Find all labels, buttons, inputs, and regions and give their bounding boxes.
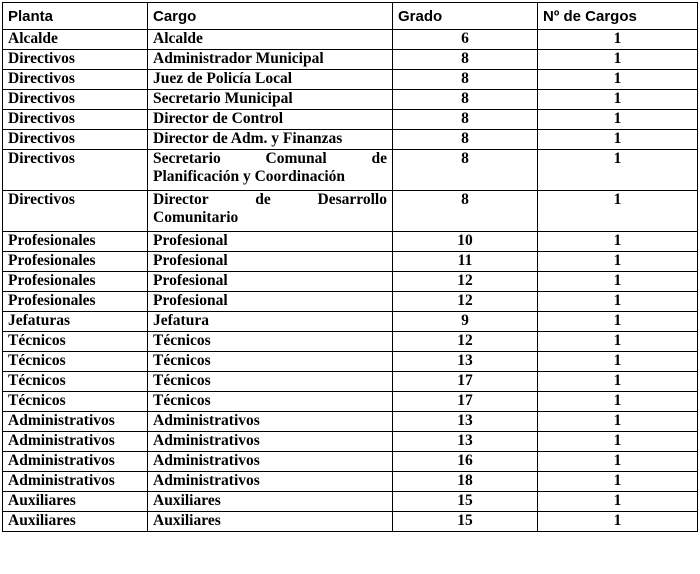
cell-n-cargos: 1 bbox=[538, 372, 698, 392]
cell-planta: Auxiliares bbox=[3, 492, 148, 512]
cell-n-cargos: 1 bbox=[538, 252, 698, 272]
cell-cargo: Alcalde bbox=[148, 30, 393, 50]
table-row bbox=[3, 232, 698, 252]
table-row bbox=[3, 110, 698, 130]
cell-planta: Técnicos bbox=[3, 332, 148, 352]
cell-cargo: Administrador Municipal bbox=[148, 50, 393, 70]
cell-cargo: Auxiliares bbox=[148, 512, 393, 532]
cell-grado: 11 bbox=[393, 252, 538, 272]
cell-n-cargos: 1 bbox=[538, 70, 698, 90]
cell-planta: Directivos bbox=[3, 150, 148, 191]
cell-cargo: Técnicos bbox=[148, 352, 393, 372]
cell-n-cargos: 1 bbox=[538, 272, 698, 292]
cell-grado: 15 bbox=[393, 492, 538, 512]
cell-grado: 17 bbox=[393, 392, 538, 412]
cell-n-cargos: 1 bbox=[538, 492, 698, 512]
cell-grado: 6 bbox=[393, 30, 538, 50]
cell-n-cargos: 1 bbox=[538, 292, 698, 312]
cell-planta: Administrativos bbox=[3, 452, 148, 472]
cell-planta: Técnicos bbox=[3, 392, 148, 412]
cell-cargo: Profesional bbox=[148, 232, 393, 252]
cell-planta: Jefaturas bbox=[3, 312, 148, 332]
cell-planta: Directivos bbox=[3, 90, 148, 110]
cell-grado: 15 bbox=[393, 512, 538, 532]
cell-cargo: Director de Control bbox=[148, 110, 393, 130]
table-row bbox=[3, 292, 698, 312]
cell-n-cargos: 1 bbox=[538, 30, 698, 50]
cell-grado: 12 bbox=[393, 332, 538, 352]
cell-planta: Directivos bbox=[3, 130, 148, 150]
cell-planta: Técnicos bbox=[3, 352, 148, 372]
cell-planta: Directivos bbox=[3, 70, 148, 90]
table-row bbox=[3, 512, 698, 532]
cell-n-cargos: 1 bbox=[538, 150, 698, 191]
table-row bbox=[3, 272, 698, 292]
cell-grado: 8 bbox=[393, 130, 538, 150]
cell-n-cargos: 1 bbox=[538, 392, 698, 412]
table-row bbox=[3, 191, 698, 232]
cell-cargo: Profesional bbox=[148, 292, 393, 312]
table-row bbox=[3, 130, 698, 150]
header-n-cargos: Nº de Cargos bbox=[538, 3, 698, 30]
cell-n-cargos: 1 bbox=[538, 432, 698, 452]
cell-grado: 16 bbox=[393, 452, 538, 472]
cell-n-cargos: 1 bbox=[538, 452, 698, 472]
cell-grado: 8 bbox=[393, 70, 538, 90]
cell-grado: 13 bbox=[393, 412, 538, 432]
cell-cargo: Juez de Policía Local bbox=[148, 70, 393, 90]
cell-n-cargos: 1 bbox=[538, 352, 698, 372]
cell-cargo: Administrativos bbox=[148, 412, 393, 432]
cell-grado: 12 bbox=[393, 292, 538, 312]
cell-cargo: Técnicos bbox=[148, 392, 393, 412]
cell-grado: 17 bbox=[393, 372, 538, 392]
cell-n-cargos: 1 bbox=[538, 191, 698, 232]
cell-grado: 8 bbox=[393, 90, 538, 110]
cell-planta: Alcalde bbox=[3, 30, 148, 50]
cell-n-cargos: 1 bbox=[538, 312, 698, 332]
table-row bbox=[3, 392, 698, 412]
header-planta: Planta bbox=[3, 3, 148, 30]
cell-cargo: Administrativos bbox=[148, 452, 393, 472]
table-row bbox=[3, 150, 698, 191]
table-row bbox=[3, 70, 698, 90]
cell-cargo: Profesional bbox=[148, 252, 393, 272]
cell-planta: Profesionales bbox=[3, 292, 148, 312]
header-grado: Grado bbox=[393, 3, 538, 30]
cell-n-cargos: 1 bbox=[538, 412, 698, 432]
cell-cargo: Auxiliares bbox=[148, 492, 393, 512]
cell-cargo: Secretario Municipal bbox=[148, 90, 393, 110]
table-row bbox=[3, 432, 698, 452]
cell-n-cargos: 1 bbox=[538, 232, 698, 252]
cell-grado: 8 bbox=[393, 50, 538, 70]
cell-cargo: Secretario Comunal de Planificación y Coordinación bbox=[148, 150, 393, 191]
table-row bbox=[3, 30, 698, 50]
cell-grado: 9 bbox=[393, 312, 538, 332]
cell-cargo: Técnicos bbox=[148, 332, 393, 352]
table-row bbox=[3, 312, 698, 332]
table-header-row bbox=[3, 3, 698, 30]
cell-cargo: Administrativos bbox=[148, 472, 393, 492]
cell-planta: Administrativos bbox=[3, 412, 148, 432]
cell-grado: 12 bbox=[393, 272, 538, 292]
cell-grado: 8 bbox=[393, 191, 538, 232]
cell-grado: 8 bbox=[393, 110, 538, 130]
cell-planta: Administrativos bbox=[3, 472, 148, 492]
cell-planta: Profesionales bbox=[3, 232, 148, 252]
cell-planta: Directivos bbox=[3, 191, 148, 232]
table-row bbox=[3, 90, 698, 110]
header-cargo: Cargo bbox=[148, 3, 393, 30]
cell-planta: Directivos bbox=[3, 110, 148, 130]
cell-grado: 13 bbox=[393, 432, 538, 452]
cell-n-cargos: 1 bbox=[538, 130, 698, 150]
cell-planta: Profesionales bbox=[3, 252, 148, 272]
cell-cargo: Administrativos bbox=[148, 432, 393, 452]
table-row bbox=[3, 332, 698, 352]
cell-cargo: Director de Adm. y Finanzas bbox=[148, 130, 393, 150]
table-row bbox=[3, 452, 698, 472]
cell-cargo: Jefatura bbox=[148, 312, 393, 332]
table-row bbox=[3, 352, 698, 372]
cell-n-cargos: 1 bbox=[538, 50, 698, 70]
cell-planta: Directivos bbox=[3, 50, 148, 70]
cell-cargo: Técnicos bbox=[148, 372, 393, 392]
cell-planta: Profesionales bbox=[3, 272, 148, 292]
table-row bbox=[3, 50, 698, 70]
table-row bbox=[3, 252, 698, 272]
cell-grado: 10 bbox=[393, 232, 538, 252]
cell-n-cargos: 1 bbox=[538, 512, 698, 532]
staff-table bbox=[2, 2, 698, 532]
cell-planta: Auxiliares bbox=[3, 512, 148, 532]
cell-n-cargos: 1 bbox=[538, 472, 698, 492]
cell-cargo: Profesional bbox=[148, 272, 393, 292]
table-row bbox=[3, 412, 698, 432]
cell-planta: Técnicos bbox=[3, 372, 148, 392]
cell-planta: Administrativos bbox=[3, 432, 148, 452]
table-row bbox=[3, 372, 698, 392]
table-body bbox=[3, 30, 698, 532]
table-row bbox=[3, 472, 698, 492]
cell-n-cargos: 1 bbox=[538, 332, 698, 352]
cell-cargo: Director de Desarrollo Comunitario bbox=[148, 191, 393, 232]
cell-n-cargos: 1 bbox=[538, 90, 698, 110]
table-row bbox=[3, 492, 698, 512]
cell-grado: 13 bbox=[393, 352, 538, 372]
cell-grado: 8 bbox=[393, 150, 538, 191]
cell-n-cargos: 1 bbox=[538, 110, 698, 130]
cell-grado: 18 bbox=[393, 472, 538, 492]
